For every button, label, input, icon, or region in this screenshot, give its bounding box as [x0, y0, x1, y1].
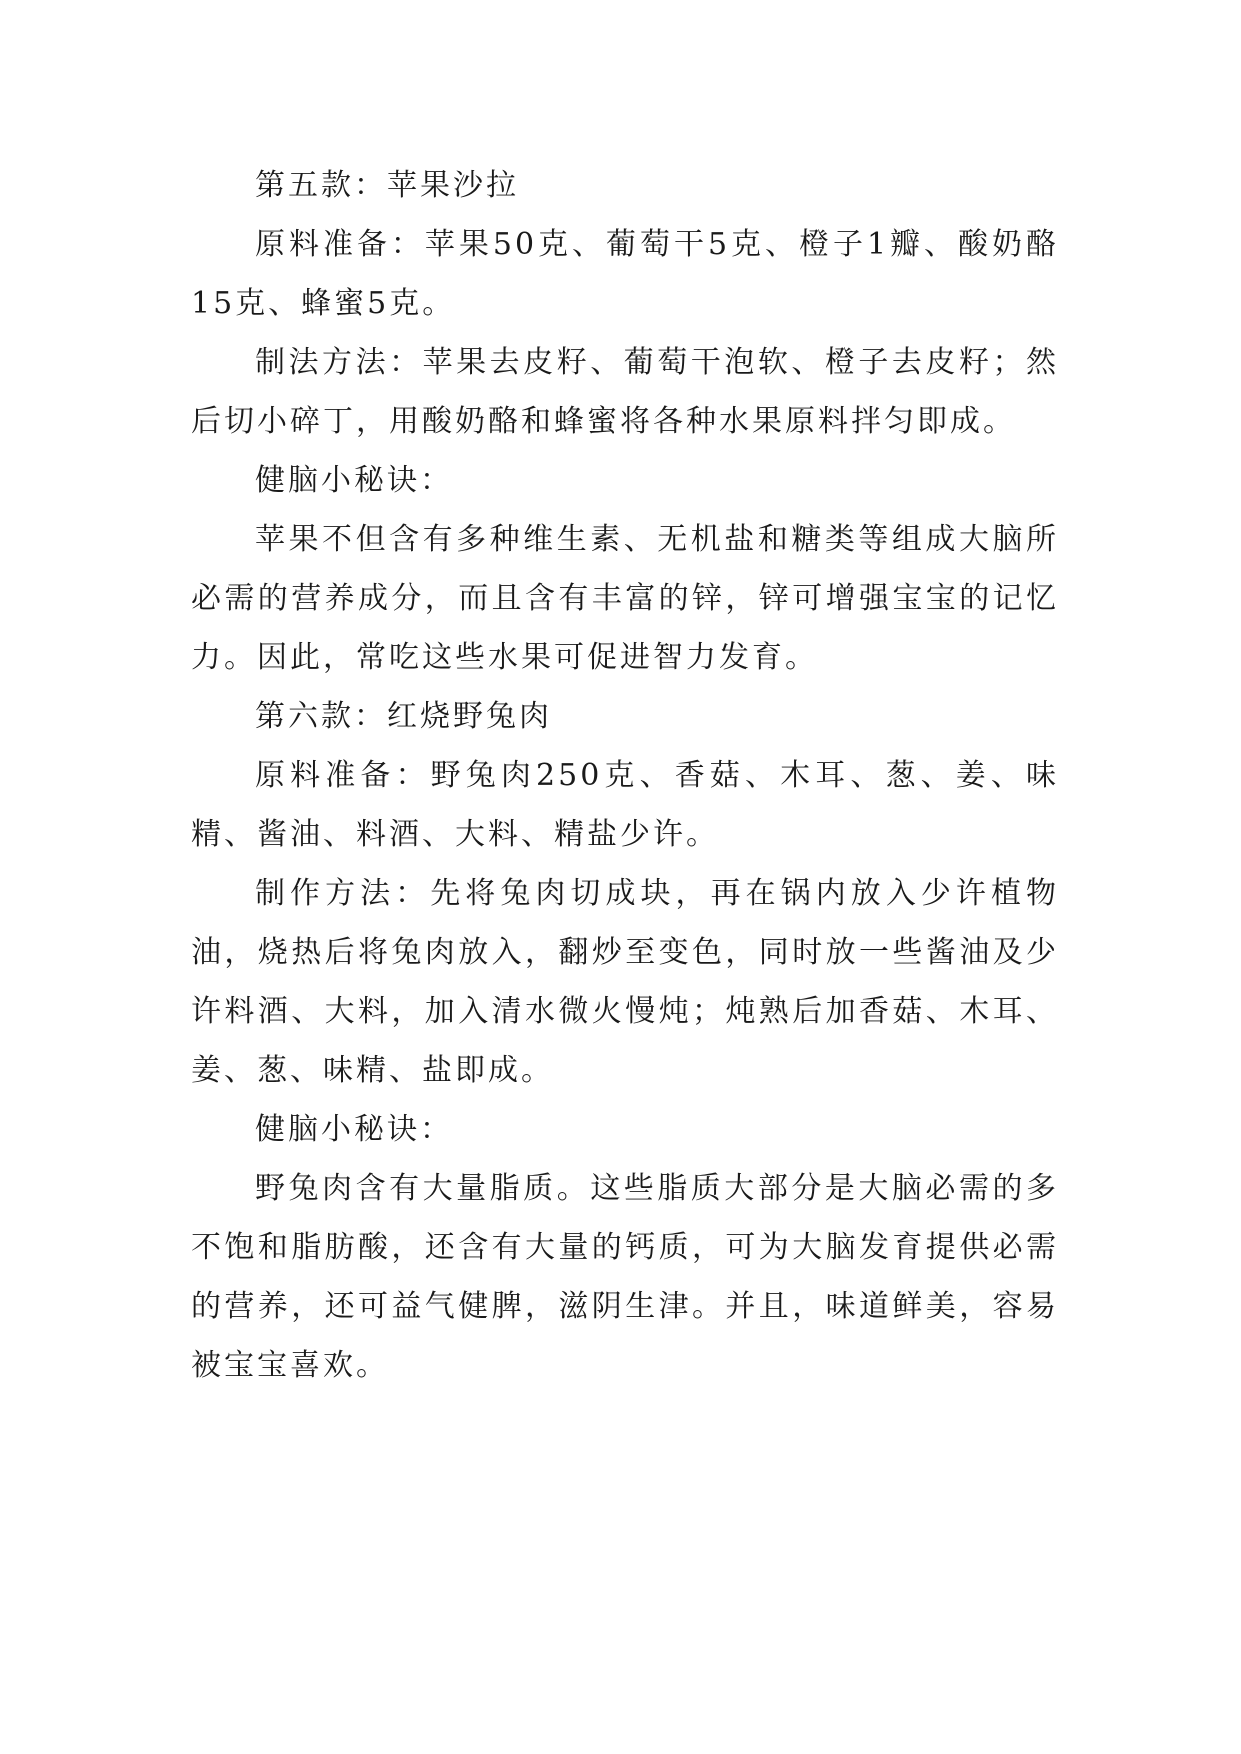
recipe-five-tips-heading: 健脑小秘诀：: [255, 463, 453, 498]
recipe-six-title: 第六款：红烧野兔肉: [255, 699, 552, 734]
document-body: [191, 156, 1059, 1395]
recipe-five-tips-text: 苹果不但含有多种维生素、无机盐和糖类等组成大脑所必需的营养成分，而且含有丰富的锌，锌可增强宝宝的记忆力。因此，常吃这些水果可促进智力发育。: [191, 522, 1059, 675]
recipe-six-method: 制作方法：先将兔肉切成块，再在锅内放入少许植物油，烧热后将兔肉放入，翻炒至变色，同时放一些酱油及少许料酒、大料，加入清水微火慢炖；炖熟后加香菇、木耳、姜、葱、味精、盐即成。: [191, 876, 1059, 1088]
recipe-six-tips-text: 野兔肉含有大量脂质。这些脂质大部分是大脑必需的多不饱和脂肪酸，还含有大量的钙质，可为大脑发育提供必需的营养，还可益气健脾，滋阴生津。并且，味道鲜美，容易被宝宝喜欢。: [191, 1171, 1059, 1383]
recipe-six-ingredients: 原料准备：野兔肉250克、香菇、木耳、葱、姜、味精、酱油、料酒、大料、精盐少许。: [191, 758, 1059, 852]
recipe-five-ingredients: 原料准备：苹果50克、葡萄干5克、橙子1瓣、酸奶酪15克、蜂蜜5克。: [191, 227, 1059, 321]
recipe-six-tips-heading: 健脑小秘诀：: [255, 1112, 453, 1147]
recipe-five-title: 第五款：苹果沙拉: [255, 168, 519, 203]
recipe-five-method: 制法方法：苹果去皮籽、葡萄干泡软、橙子去皮籽；然后切小碎丁，用酸奶酪和蜂蜜将各种水果原料拌匀即成。: [191, 345, 1059, 439]
